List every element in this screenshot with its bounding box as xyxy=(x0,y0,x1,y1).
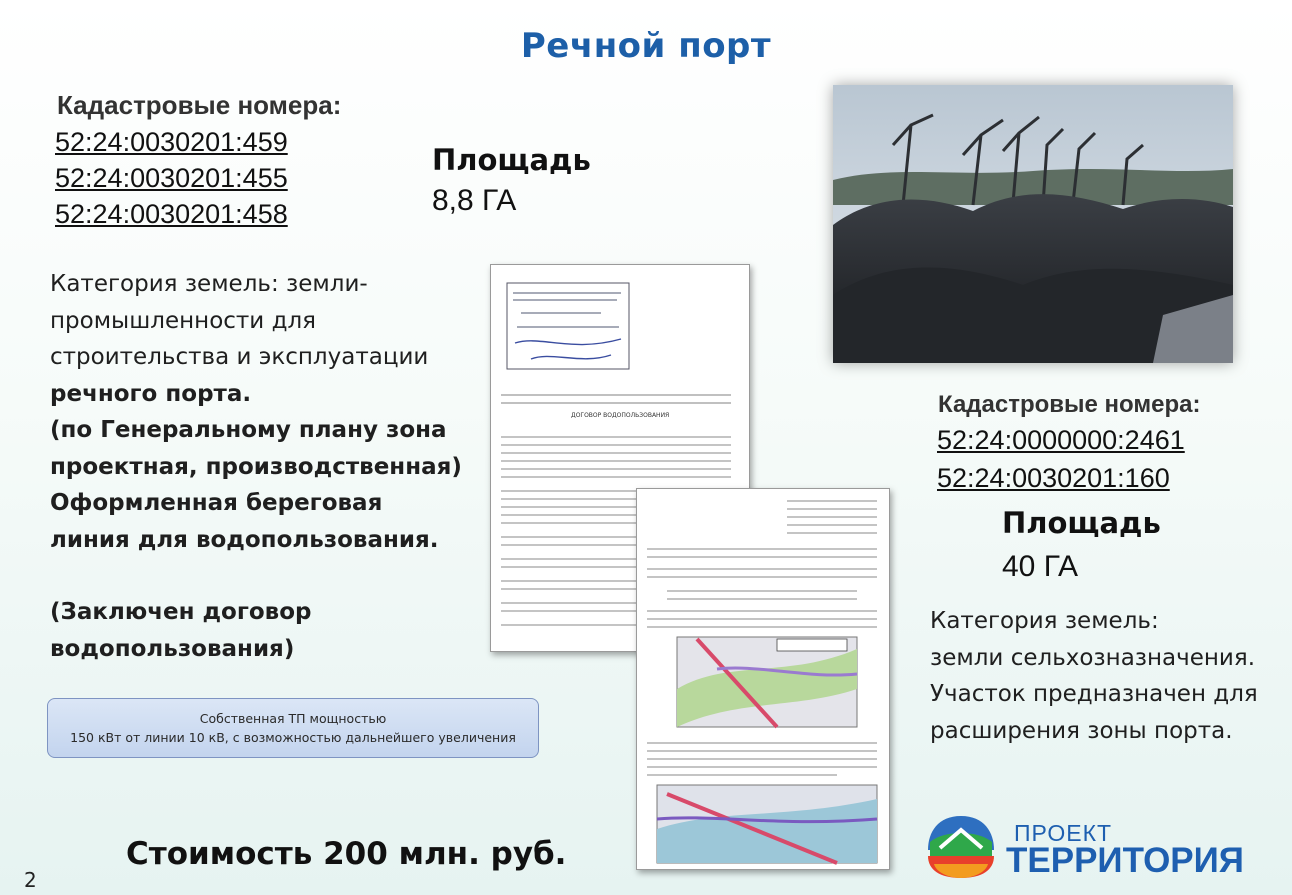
tp-info-box xyxy=(47,698,539,758)
right-category-text xyxy=(930,603,1290,749)
right-cadastral-number: 52:24:0000000:2461 xyxy=(937,425,1185,455)
contract-line: (Заключен договор xyxy=(50,599,312,625)
left-category-text xyxy=(50,266,490,667)
category-line: расширения зоны порта. xyxy=(930,717,1233,744)
category-line: промышленности для xyxy=(50,307,317,334)
tp-line: Собственная ТП мощностью xyxy=(199,711,387,726)
page-number: 2 xyxy=(24,868,37,892)
left-cadastral-number: 52:24:0030201:458 xyxy=(55,199,288,229)
house-logo-icon xyxy=(924,812,998,882)
logo-line1: ПРОЕКТ xyxy=(1014,820,1113,846)
contract-line: водопользования) xyxy=(50,635,295,662)
territory-logo xyxy=(924,812,998,886)
category-bold-line: проектная, производственная) xyxy=(50,453,462,480)
category-bold-line: (по Генеральному плану зона xyxy=(50,417,447,443)
water-area-scheme-scan xyxy=(636,488,890,870)
category-line: Категория земель: xyxy=(930,608,1159,634)
contract-heading: ДОГОВОР ВОДОПОЛЬЗОВАНИЯ xyxy=(571,412,670,419)
category-line: земли сельхозназначения. xyxy=(930,644,1256,671)
left-cadastral-list xyxy=(55,124,288,232)
left-area-heading: Площадь xyxy=(432,143,591,177)
logo-line2: ТЕРРИТОРИЯ xyxy=(1006,841,1244,880)
right-cadastral-heading: Кадастровые номера: xyxy=(938,391,1201,418)
right-cadastral-list xyxy=(937,421,1185,497)
category-line: строительства и эксплуатации xyxy=(50,344,429,370)
right-area-value: 40 ГА xyxy=(1002,550,1078,583)
category-line: Категория земель: земли- xyxy=(50,271,368,297)
tp-line: 150 кВт от линии 10 кВ, с возможностью дальнейшего увеличения xyxy=(70,730,516,745)
scheme-scan-graphic xyxy=(637,489,889,869)
page-title: Речной порт xyxy=(520,26,772,66)
left-cadastral-heading: Кадастровые номера: xyxy=(57,90,342,120)
category-bold-line: речного порта. xyxy=(50,380,252,407)
category-line: Участок предназначен для xyxy=(930,681,1258,707)
category-bold-line: Оформленная береговая xyxy=(50,490,383,516)
right-cadastral-number: 52:24:0030201:160 xyxy=(937,463,1170,493)
right-area-heading: Площадь xyxy=(1002,506,1161,540)
left-cadastral-number: 52:24:0030201:455 xyxy=(55,163,288,193)
category-bold-line: линия для водопользования. xyxy=(50,526,439,553)
left-cadastral-number: 52:24:0030201:459 xyxy=(55,127,288,157)
port-photo-graphic xyxy=(833,85,1233,363)
left-area-value: 8,8 ГА xyxy=(432,184,517,217)
port-photo xyxy=(833,85,1233,363)
price-text: Стоимость 200 млн. руб. xyxy=(126,836,567,872)
